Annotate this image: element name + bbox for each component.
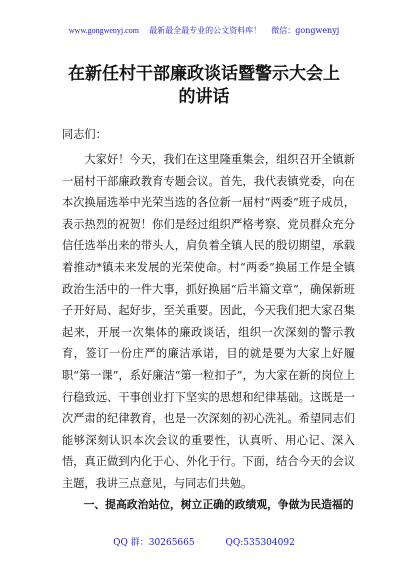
- paragraph: 大家好！今天，我们在这里隆重集会，组织召开全镇新一届村干部廉政教育专题会议。首先，我代表镇党委，向在本次换届选举中光荣当选的各位新一届村“两委”班子成员，表示热烈的祝贺！你们是经过组织严格考察、党员群众充分信任选举出来的带头人，肩负着全镇人民的殷切期望，承载着推动*镇未来发展的光荣使命。村“两委”换届工作是全镇政治生活中的一件大事，抓好换届“后半篇文章”，确保新班子开好局、起好步，至关重要。因此，今天我们把大家召集起来，开展一次集体的廉政谈话，组织一次深刻的警示教育，签订一份庄严的廉洁承诺，目的就是要为大家上好履职“第一课”，系好廉洁“第一粒扣子”，为大家在新的岗位上行稳致远、干事创业打下坚实的思想和纪律基础。这既是一次严肃的纪律教育，也是一次深刻的初心洗礼。希望同志们能够深刻认识本次会议的重要性，认真听、用心记、深入悟，真正做到内化于心、外化于行。下面，结合今天的会议主题，我讲三点意见，与同志们共勉。: [62, 153, 355, 490]
- body-text: [62, 149, 355, 495]
- header-website-link[interactable]: www.gongwenyj.com: [68, 26, 139, 35]
- section-heading-1: 一、提高政治站位，树立正确的政绩观，争做为民造福的: [83, 498, 354, 511]
- footer-qq: QQ:535304092: [225, 538, 295, 548]
- header-slogan: 最新最全最专业的公文资料库！: [149, 26, 262, 35]
- footer-qq-group: QQ 群：30265665: [113, 538, 195, 548]
- document-title: 在新任村干部廉政谈话暨警示大会上的讲话: [68, 64, 340, 107]
- salutation: 同志们：: [62, 128, 107, 141]
- page-header: [0, 26, 408, 36]
- page-footer: [0, 537, 408, 549]
- header-wechat: 微信：gongwenyj: [271, 26, 340, 35]
